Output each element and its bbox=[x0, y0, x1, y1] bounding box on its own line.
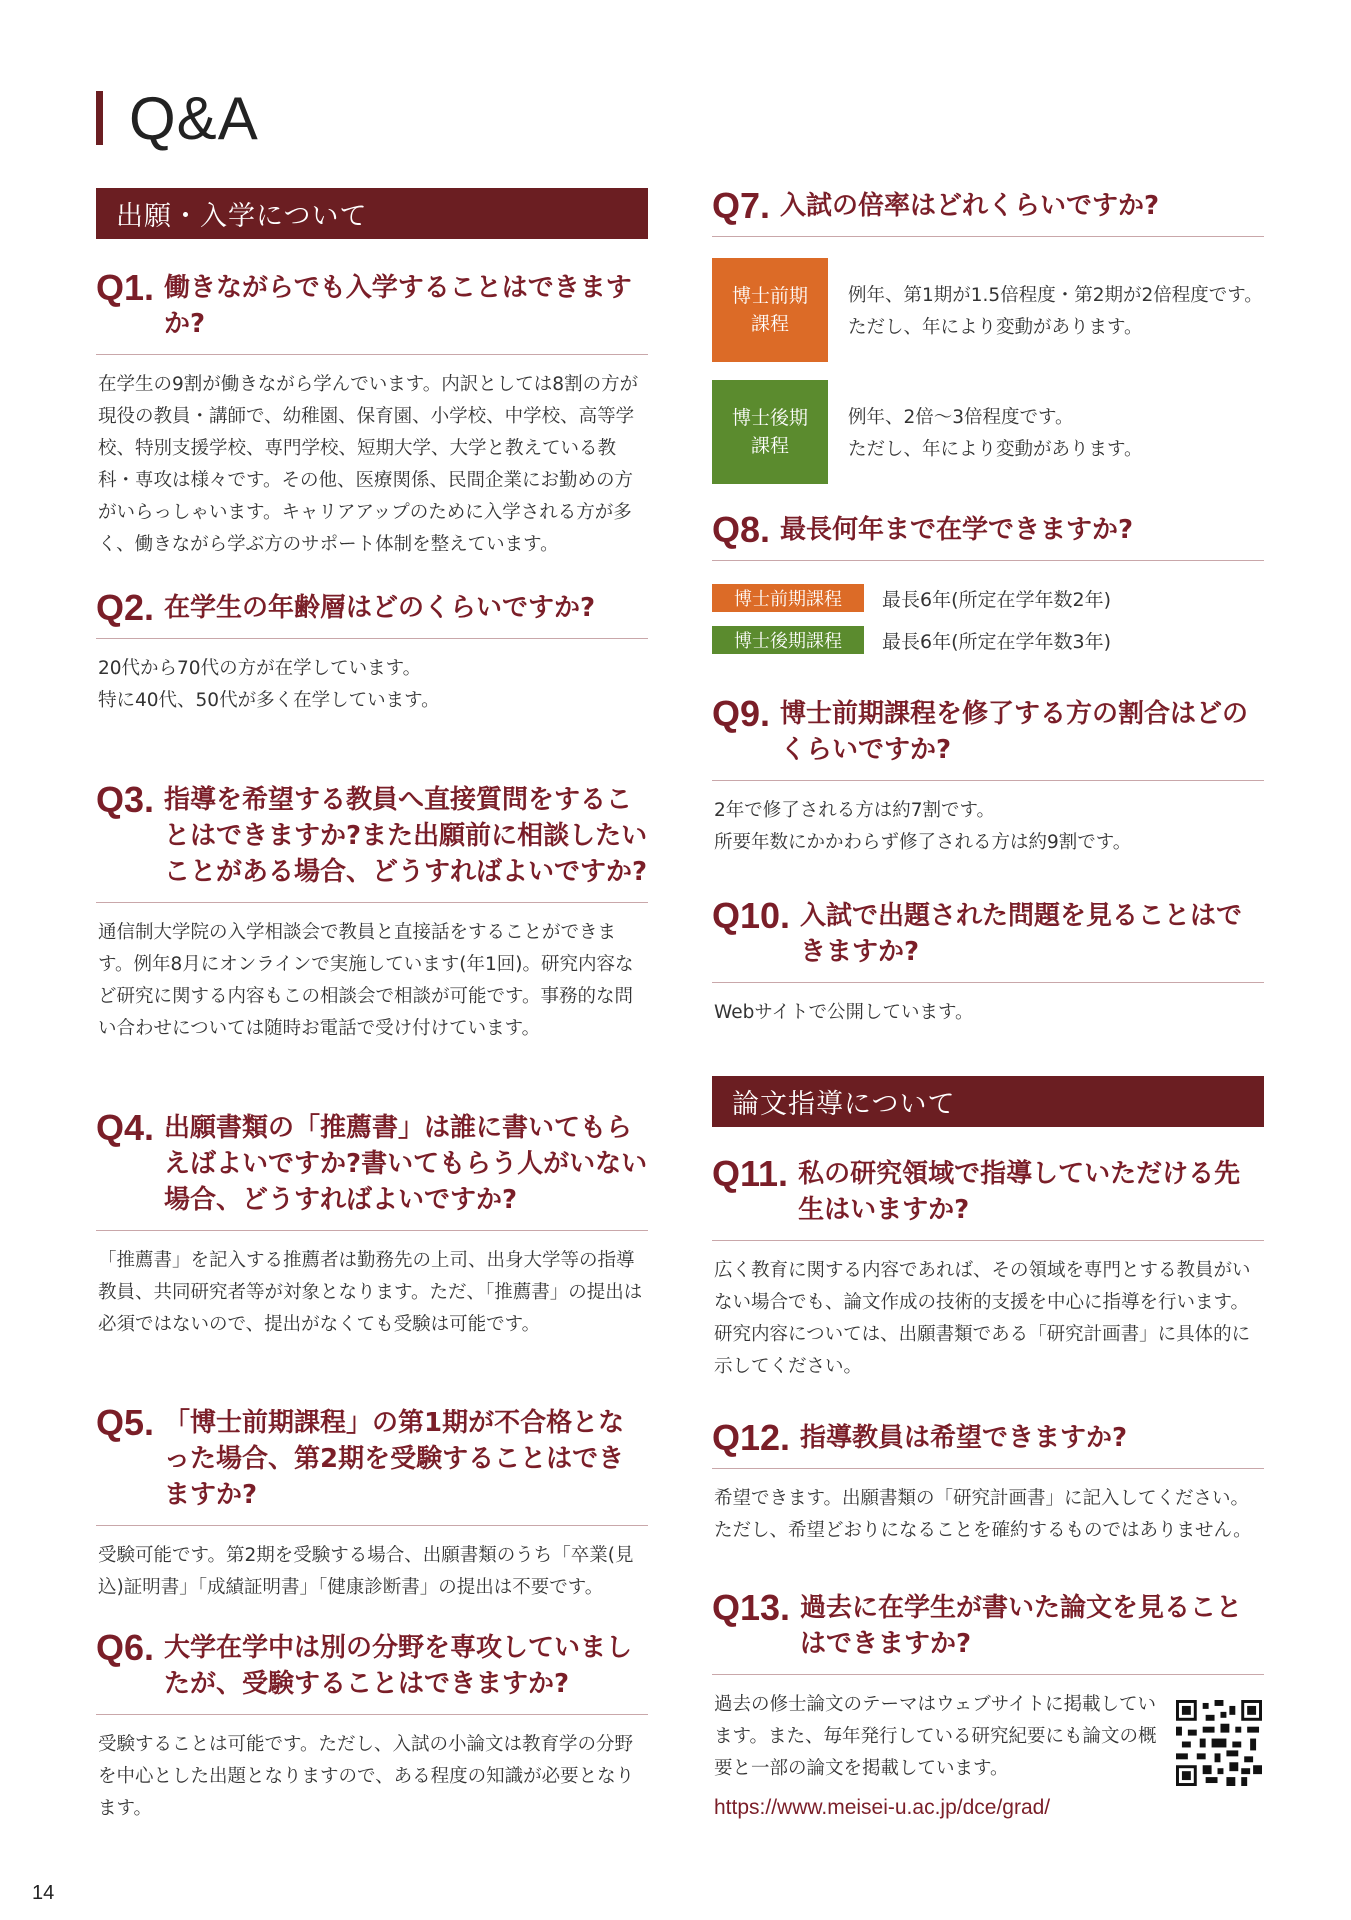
question-number: Q7. bbox=[712, 185, 771, 226]
question-text: 最長何年まで在学できますか? bbox=[780, 515, 1134, 545]
question-text: 入試の倍率はどれくらいですか? bbox=[780, 191, 1160, 221]
duration-row-doctor bbox=[712, 626, 1111, 654]
question-text: 出願書類の「推薦書」は誰に書いてもらえばよいですか?書いてもらう人がいない場合、どうすればよいですか? bbox=[164, 1113, 648, 1215]
divider bbox=[96, 902, 648, 903]
ratio-row-doctor bbox=[712, 380, 1264, 484]
question-text: 過去に在学生が書いた論文を見ることはできますか? bbox=[800, 1593, 1243, 1659]
divider bbox=[96, 1714, 648, 1715]
divider bbox=[712, 1240, 1264, 1241]
answer-line: 20代から70代の方が在学しています。 bbox=[98, 658, 422, 679]
answer-text bbox=[712, 795, 1264, 859]
question-heading bbox=[96, 1627, 648, 1702]
question-number: Q9. bbox=[712, 693, 771, 734]
question-heading bbox=[712, 895, 1264, 970]
question-text: 大学在学中は別の分野を専攻していましたが、受験することはできますか? bbox=[164, 1633, 633, 1699]
question-number: Q12. bbox=[712, 1417, 791, 1458]
ratio-text bbox=[848, 280, 1263, 344]
qa-item-q4 bbox=[96, 1107, 648, 1341]
answer-text: 「推薦書」を記入する推薦者は勤務先の上司、出身大学等の指導教員、共同研究者等が対象となります。ただ、「推薦書」の提出は必須ではないので、提出がなくても受験は可能です。 bbox=[98, 1250, 643, 1335]
duration-text: 最長6年(所定在学年数2年) bbox=[882, 588, 1112, 611]
question-heading bbox=[96, 587, 648, 628]
divider bbox=[712, 780, 1264, 781]
title-accent-bar bbox=[96, 91, 103, 145]
divider bbox=[96, 1230, 648, 1231]
badge-label: 課程 bbox=[750, 313, 789, 335]
answer-text: Webサイトで公開しています。 bbox=[714, 1002, 974, 1023]
question-heading bbox=[712, 185, 1264, 226]
answer-line: 所要年数にかかわらず修了される方は約9割です。 bbox=[714, 832, 1132, 853]
duration-text: 最長6年(所定在学年数3年) bbox=[882, 630, 1112, 653]
qa-item-q7 bbox=[712, 185, 1264, 237]
master-course-tag: 博士前期課程 bbox=[712, 584, 864, 612]
question-heading bbox=[96, 1107, 648, 1218]
page-title bbox=[96, 84, 259, 152]
answer-text: 受験可能です。第2期を受験する場合、出願書類のうち「卒業(見込)証明書」「成績証明書」「健康診断書」の提出は不要です。 bbox=[98, 1545, 634, 1598]
question-text: 指導教員は希望できますか? bbox=[800, 1423, 1128, 1453]
qa-item-q11 bbox=[712, 1153, 1264, 1383]
qa-item-q6 bbox=[96, 1627, 648, 1825]
qa-item-q10 bbox=[712, 895, 1264, 1029]
qa-item-q8 bbox=[712, 509, 1264, 561]
divider bbox=[96, 354, 648, 355]
question-number: Q6. bbox=[96, 1627, 155, 1668]
page-title-text: Q&A bbox=[129, 84, 259, 152]
question-text: 入試で出題された問題を見ることはできますか? bbox=[800, 901, 1243, 967]
ratio-row-master bbox=[712, 258, 1264, 362]
question-number: Q1. bbox=[96, 267, 155, 308]
question-heading bbox=[712, 1417, 1264, 1458]
divider bbox=[712, 236, 1264, 237]
answer-line: 2年で修了される方は約7割です。 bbox=[714, 800, 996, 821]
question-heading bbox=[712, 1153, 1264, 1228]
question-heading bbox=[712, 1587, 1264, 1662]
question-number: Q8. bbox=[712, 509, 771, 550]
qa-item-q3 bbox=[96, 779, 648, 1045]
question-text: 私の研究領域で指導していただける先生はいますか? bbox=[798, 1159, 1241, 1225]
qa-item-q9 bbox=[712, 693, 1264, 859]
master-course-badge bbox=[712, 258, 828, 362]
answer-text bbox=[96, 653, 648, 717]
answer-line: ただし、年により変動があります。 bbox=[848, 317, 1143, 338]
divider bbox=[712, 982, 1264, 983]
qa-item-q12 bbox=[712, 1417, 1264, 1547]
badge-label: 博士前期 bbox=[731, 285, 808, 307]
question-number: Q2. bbox=[96, 587, 155, 628]
question-heading bbox=[712, 693, 1264, 768]
doctor-course-badge bbox=[712, 380, 828, 484]
answer-text: 広く教育に関する内容であれば、その領域を専門とする教員がいない場合でも、論文作成の技術的支援を中心に指導を行います。研究内容については、出願書類である「研究計画書」に具体的に示してください。 bbox=[714, 1260, 1251, 1377]
divider bbox=[712, 1468, 1264, 1469]
question-heading bbox=[96, 1402, 648, 1513]
question-heading bbox=[712, 509, 1264, 550]
qa-item-q2 bbox=[96, 587, 648, 717]
question-number: Q11. bbox=[712, 1153, 789, 1194]
answer-text: 通信制大学院の入学相談会で教員と直接話をすることができます。例年8月にオンラインで実施しています(年1回)。研究内容など研究に関する内容もこの相談会で相談が可能です。事務的な問い合わせについては随時お電話で受け付けています。 bbox=[98, 922, 634, 1039]
question-number: Q3. bbox=[96, 779, 155, 820]
question-text: 指導を希望する教員へ直接質問をすることはできますか?また出願前に相談したいことがある場合、どうすればよいですか? bbox=[164, 785, 648, 887]
answer-line: 例年、2倍〜3倍程度です。 bbox=[848, 407, 1074, 428]
answer-line: 特に40代、50代が多く在学しています。 bbox=[98, 690, 440, 711]
qa-item-q5 bbox=[96, 1402, 648, 1604]
ratio-text bbox=[848, 402, 1143, 466]
answer-line: ただし、年により変動があります。 bbox=[848, 439, 1143, 460]
answer-line: 希望できます。出願書類の「研究計画書」に記入してください。 bbox=[714, 1488, 1250, 1509]
question-text: 働きながらでも入学することはできますか? bbox=[164, 273, 632, 339]
question-number: Q4. bbox=[96, 1107, 155, 1148]
answer-text bbox=[712, 1483, 1264, 1547]
question-text: 博士前期課程を修了する方の割合はどのくらいですか? bbox=[780, 699, 1249, 765]
answer-text: 受験することは可能です。ただし、入試の小論文は教育学の分野を中心とした出題となりますので、ある程度の知識が必要となります。 bbox=[98, 1734, 635, 1819]
website-link[interactable]: https://www.meisei-u.ac.jp/dce/grad/ bbox=[714, 1796, 1051, 1819]
badge-label: 課程 bbox=[750, 435, 789, 457]
question-heading bbox=[96, 267, 648, 342]
divider bbox=[96, 1525, 648, 1526]
answer-line: 例年、第1期が1.5倍程度・第2期が2倍程度です。 bbox=[848, 285, 1263, 306]
question-number: Q13. bbox=[712, 1587, 791, 1628]
divider bbox=[712, 560, 1264, 561]
question-number: Q5. bbox=[96, 1402, 155, 1443]
section-header-admission: 出願・入学について bbox=[96, 188, 648, 239]
divider bbox=[96, 638, 648, 639]
duration-row-master bbox=[712, 584, 1111, 612]
divider bbox=[712, 1674, 1264, 1675]
badge-label: 博士後期 bbox=[731, 407, 808, 429]
question-heading bbox=[96, 779, 648, 890]
section-header-thesis: 論文指導について bbox=[712, 1076, 1264, 1127]
question-text: 「博士前期課程」の第1期が不合格となった場合、第2期を受験することはできますか? bbox=[164, 1408, 625, 1510]
answer-text: 在学生の9割が働きながら学んでいます。内訳としては8割の方が現役の教員・講師で、幼稚園、保育園、小学校、中学校、高等学校、特別支援学校、専門学校、短期大学、大学と教えている教科・専攻は様々です。その他、医療関係、民間企業にお勤めの方がいらっしゃいます。キャリアアップのために入学される方が多く、働きながら学ぶ方のサポート体制を整えています。 bbox=[98, 374, 639, 555]
doctor-course-tag: 博士後期課程 bbox=[712, 626, 864, 654]
page-number: 14 bbox=[32, 1882, 55, 1904]
answer-line: ただし、希望どおりになることを確約するものではありません。 bbox=[714, 1520, 1252, 1541]
question-number: Q10. bbox=[712, 895, 791, 936]
qr-code-icon[interactable] bbox=[1176, 1700, 1262, 1786]
qa-item-q1 bbox=[96, 267, 648, 561]
question-text: 在学生の年齢層はどのくらいですか? bbox=[164, 593, 596, 623]
answer-text: 過去の修士論文のテーマはウェブサイトに掲載しています。また、毎年発行している研究紀要にも論文の概要と一部の論文を掲載しています。 bbox=[714, 1694, 1157, 1779]
